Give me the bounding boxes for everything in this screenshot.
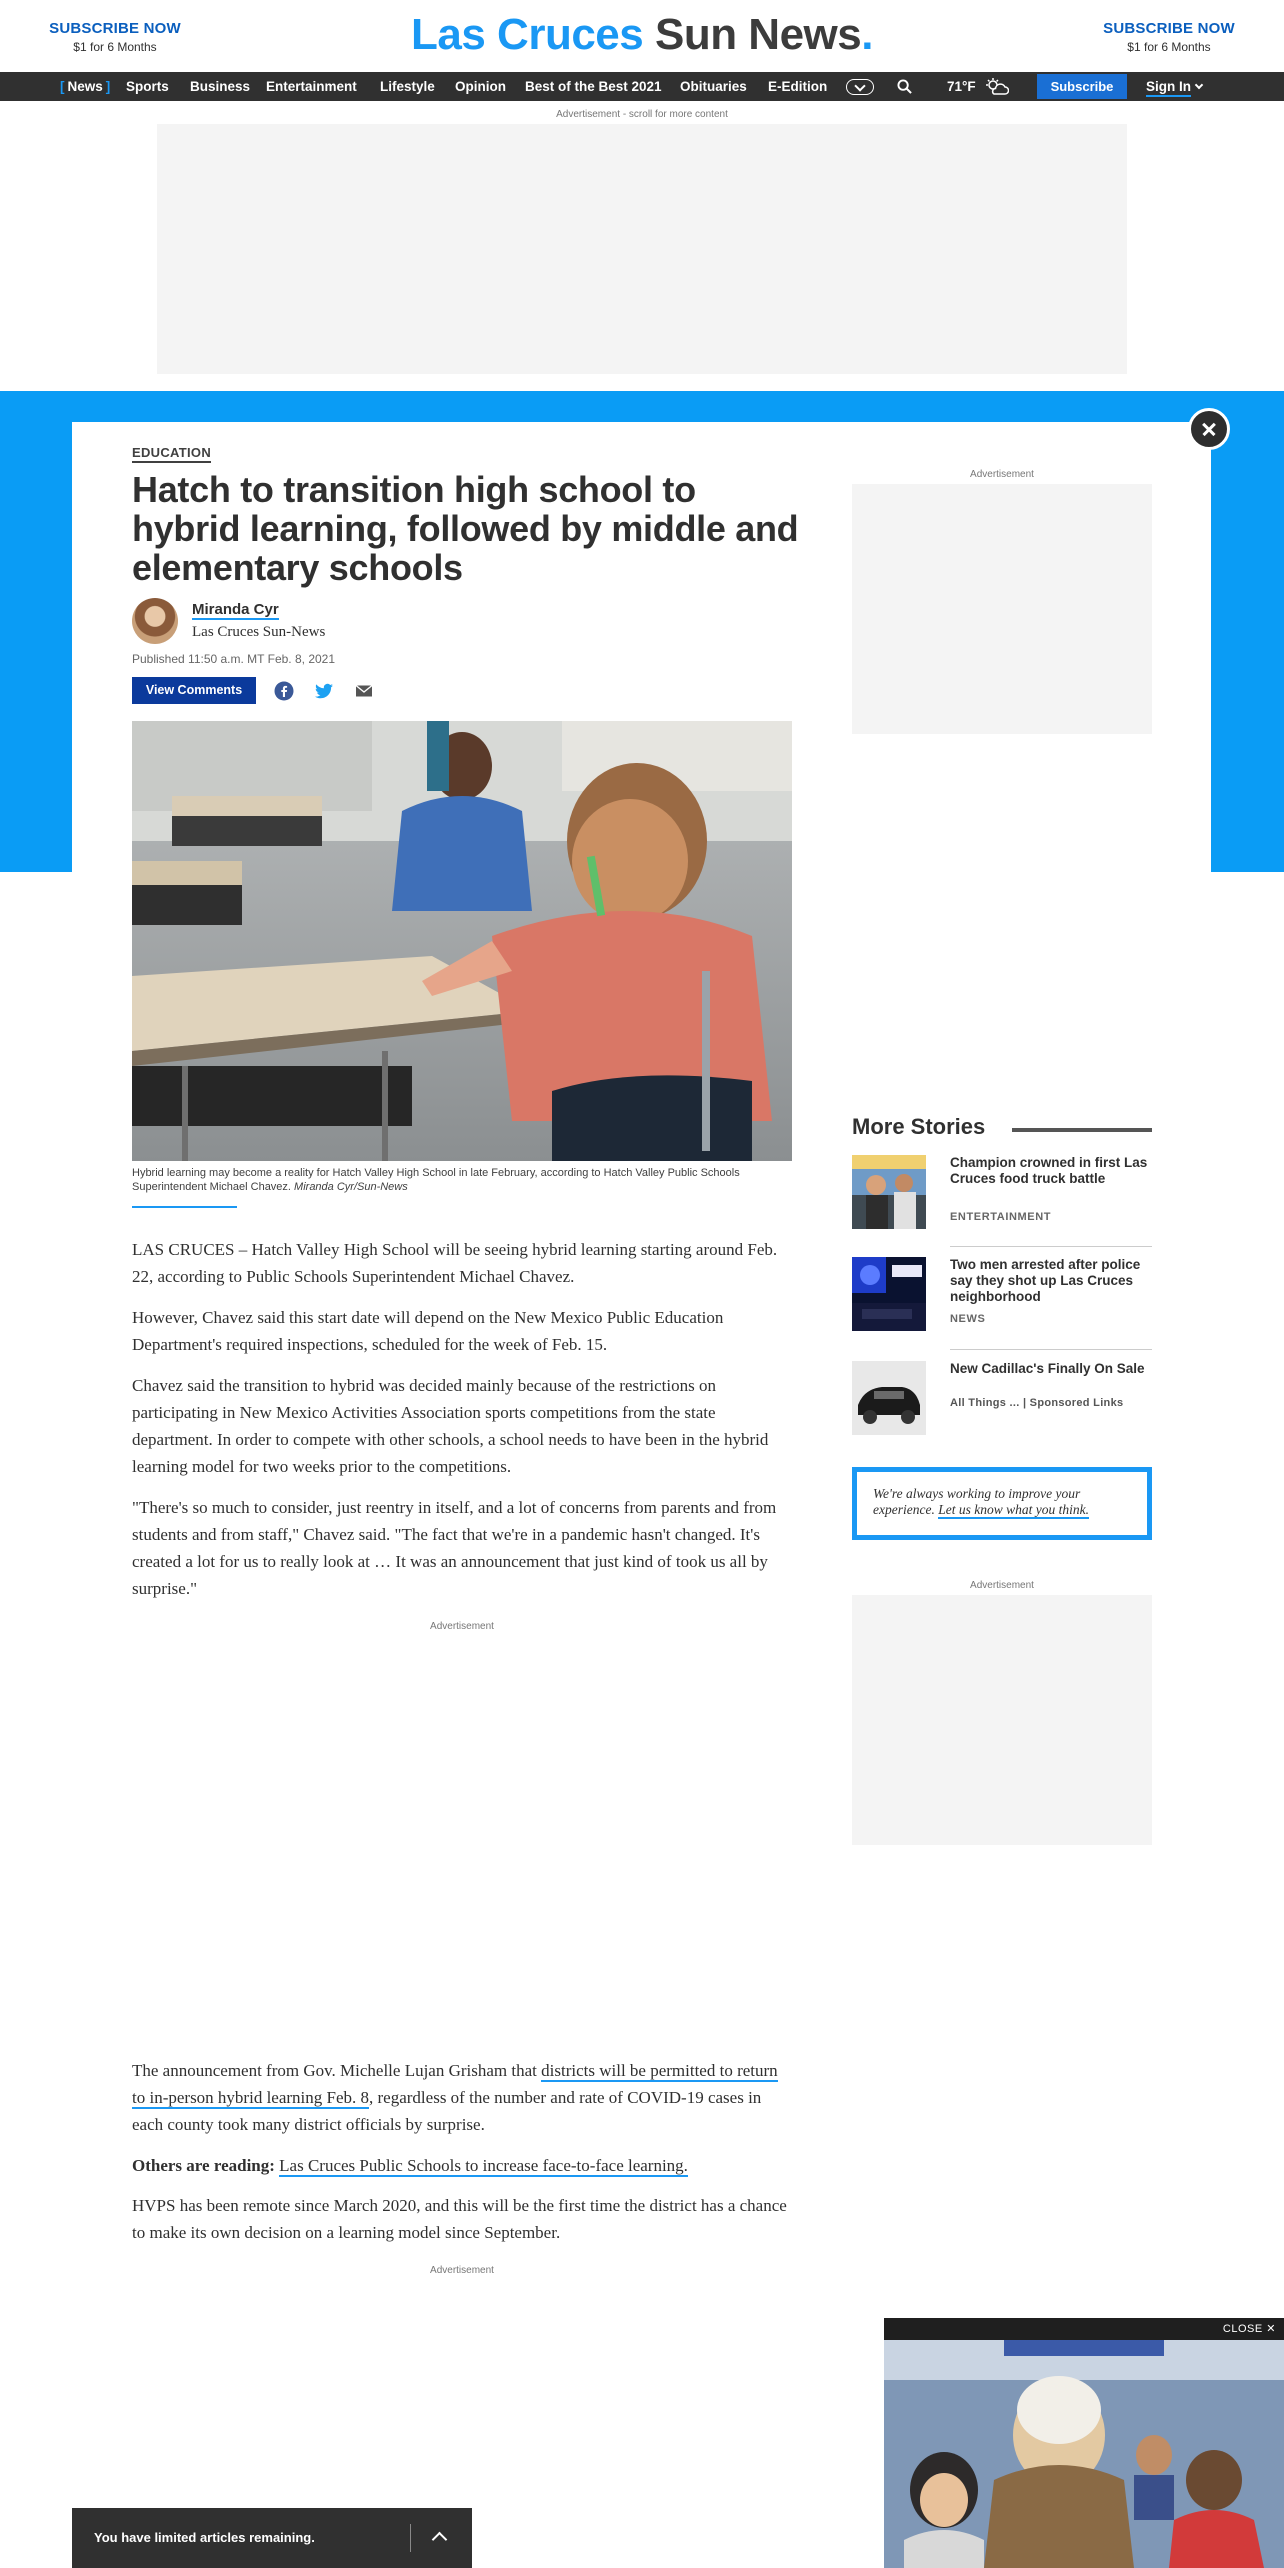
story-item[interactable]	[852, 1257, 1152, 1341]
subscribe-button[interactable]: Subscribe	[1037, 74, 1127, 99]
advertisement-label: Advertisement	[970, 469, 1034, 480]
nav-item-sports[interactable]: Sports	[126, 79, 169, 94]
facebook-icon[interactable]	[274, 681, 294, 701]
feedback-box: We're always working to improve your experience. Let us know what you think.	[852, 1467, 1152, 1540]
advertisement-label: Advertisement	[970, 1580, 1034, 1591]
bar-divider	[410, 2524, 411, 2552]
classroom-photo	[132, 721, 792, 1161]
sign-in-link[interactable]: Sign In	[1146, 72, 1202, 101]
story-title[interactable]: New Cadillac's Finally On Sale	[950, 1361, 1145, 1376]
subscribe-promo-price[interactable]: $1 for 6 Months	[1127, 40, 1211, 54]
story-title[interactable]: Two men arrested after police say they shot up Las Cruces neighborhood	[950, 1257, 1141, 1304]
nav-item-entertainment[interactable]: Entertainment	[266, 79, 357, 94]
video-frame	[884, 2340, 1284, 2568]
others-reading: Others are reading: Las Cruces Public Schools to increase face-to-face learning.	[132, 2156, 688, 2175]
partly-cloudy-icon[interactable]	[985, 78, 1009, 96]
image-credit: Miranda Cyr/Sun-News	[294, 1181, 408, 1193]
image-caption: Hybrid learning may become a reality for Hatch Valley High School in late February, according to Hatch Valley Public Schools Superintendent Michael Chavez. Miranda Cyr/Sun-News	[132, 1167, 740, 1193]
story-thumbnail[interactable]	[852, 1257, 926, 1331]
author-publication: Las Cruces Sun-News	[192, 624, 326, 640]
chevron-up-icon[interactable]	[432, 2532, 448, 2548]
site-logo[interactable]: Las Cruces Sun News.	[411, 10, 873, 59]
more-menu-chevron-icon[interactable]	[846, 79, 874, 95]
nav-item-business[interactable]: Business	[190, 79, 251, 94]
twitter-icon[interactable]	[314, 681, 334, 701]
story-tag: ENTERTAINMENT	[950, 1211, 1052, 1223]
story-item[interactable]	[852, 1361, 1152, 1435]
rail-ad-slot-top[interactable]	[852, 484, 1152, 734]
article-category[interactable]: EDUCATION	[132, 445, 211, 463]
caption-divider	[132, 1206, 237, 1208]
rail-ad-slot-bottom[interactable]	[852, 1595, 1152, 1845]
search-icon[interactable]	[897, 79, 912, 94]
story-item[interactable]	[852, 1155, 1152, 1239]
close-icon[interactable]	[1188, 408, 1230, 450]
top-ad-slot[interactable]	[157, 124, 1127, 374]
video-player-bar	[884, 2318, 1284, 2340]
article-paragraph: The announcement from Gov. Michelle Lujan Grisham that districts will be permitted to return to in-person hybrid learning Feb. 8, regardless of the number and rate of COVID-19 cases in each county took many district officials by surprise.	[132, 2061, 778, 2134]
article-headline: Hatch to transition high school to hybrid learning, followed by middle and elementary schools	[132, 469, 799, 588]
others-reading-link[interactable]: Las Cruces Public Schools to increase face-to-face learning.	[279, 2156, 688, 2175]
nav-item-news[interactable]: [ News ]	[60, 72, 110, 101]
limited-articles-bar[interactable]	[72, 2508, 472, 2568]
story-title[interactable]: Champion crowned in first Las Cruces food truck battle	[950, 1155, 1148, 1186]
weather-temperature[interactable]: 71°F	[947, 79, 976, 94]
author-avatar[interactable]	[132, 598, 178, 644]
video-close-button[interactable]: CLOSE ✕	[1222, 2323, 1276, 2335]
subscribe-promo-price[interactable]: $1 for 6 Months	[73, 40, 157, 54]
more-stories-rule	[1012, 1128, 1152, 1132]
advertisement-label: Advertisement	[430, 2265, 494, 2276]
nav-item-obituaries[interactable]: Obituaries	[680, 79, 747, 94]
story-thumbnail[interactable]	[852, 1155, 926, 1229]
story-tag: NEWS	[950, 1313, 986, 1325]
site-header	[0, 0, 1284, 72]
sponsored-tag[interactable]: All Things ... | Sponsored Links	[950, 1397, 1124, 1409]
nav-item-lifestyle[interactable]: Lifestyle	[380, 79, 435, 94]
feedback-link[interactable]: Let us know what you think.	[938, 1502, 1089, 1517]
story-divider	[950, 1246, 1152, 1247]
nav-item-best-of[interactable]: Best of the Best 2021	[525, 79, 662, 94]
nav-item-e-edition[interactable]: E-Edition	[768, 79, 828, 94]
subscribe-promo-title[interactable]: SUBSCRIBE NOW	[49, 20, 181, 37]
nav-item-opinion[interactable]: Opinion	[455, 79, 506, 94]
article-paragraph: However, Chavez said this start date will depend on the New Mexico Public Education Department's required inspections, scheduled for the week of Feb. 15.	[132, 1308, 724, 1354]
main-nav	[0, 72, 1284, 101]
article-hero-image[interactable]	[132, 721, 792, 1161]
subscribe-promo-title[interactable]: SUBSCRIBE NOW	[1103, 20, 1235, 37]
article-paragraph: HVPS has been remote since March 2020, and this will be the first time the district has a chance to make its own decision on a learning model since September.	[132, 2196, 787, 2242]
hybrid-learning-link[interactable]: districts will be permitted to return to in-person hybrid learning Feb. 8	[132, 2061, 778, 2107]
story-thumbnail[interactable]	[852, 1361, 926, 1435]
chevron-down-icon	[1195, 81, 1203, 89]
view-comments-button[interactable]: View Comments	[132, 677, 256, 704]
advertisement-label: Advertisement - scroll for more content	[556, 109, 728, 120]
more-stories-title: More Stories	[852, 1114, 986, 1139]
author-name-link[interactable]: Miranda Cyr	[192, 601, 279, 618]
advertisement-label: Advertisement	[430, 1621, 494, 1632]
floating-video-player[interactable]	[884, 2340, 1284, 2568]
limited-articles-text: You have limited articles remaining.	[94, 2530, 315, 2545]
article-paragraph: LAS CRUCES – Hatch Valley High School will be seeing hybrid learning starting around Feb. 22, according to Public Schools Superintendent Michael Chavez.	[132, 1240, 778, 1286]
subscribe-promo-right[interactable]	[1084, 20, 1254, 54]
story-divider	[950, 1349, 1152, 1350]
article-paragraph: "There's so much to consider, just reentry in itself, and a lot of concerns from parents and from students and from staff," Chavez said. "The fact that we're in a pandemic hasn't changed. It's created a lot for us to really look at … It was an announcement that just kind of took us all by surprise."	[132, 1498, 777, 1598]
email-icon[interactable]	[354, 681, 374, 701]
article-paragraph: Chavez said the transition to hybrid was decided mainly because of the restrictions on participating in New Mexico Activities Association sports competitions from the state department. In order to compete with other schools, a school needs to have been in the hybrid learning model for two weeks prior to the competitions.	[132, 1376, 769, 1476]
published-date: Published 11:50 a.m. MT Feb. 8, 2021	[132, 652, 336, 666]
